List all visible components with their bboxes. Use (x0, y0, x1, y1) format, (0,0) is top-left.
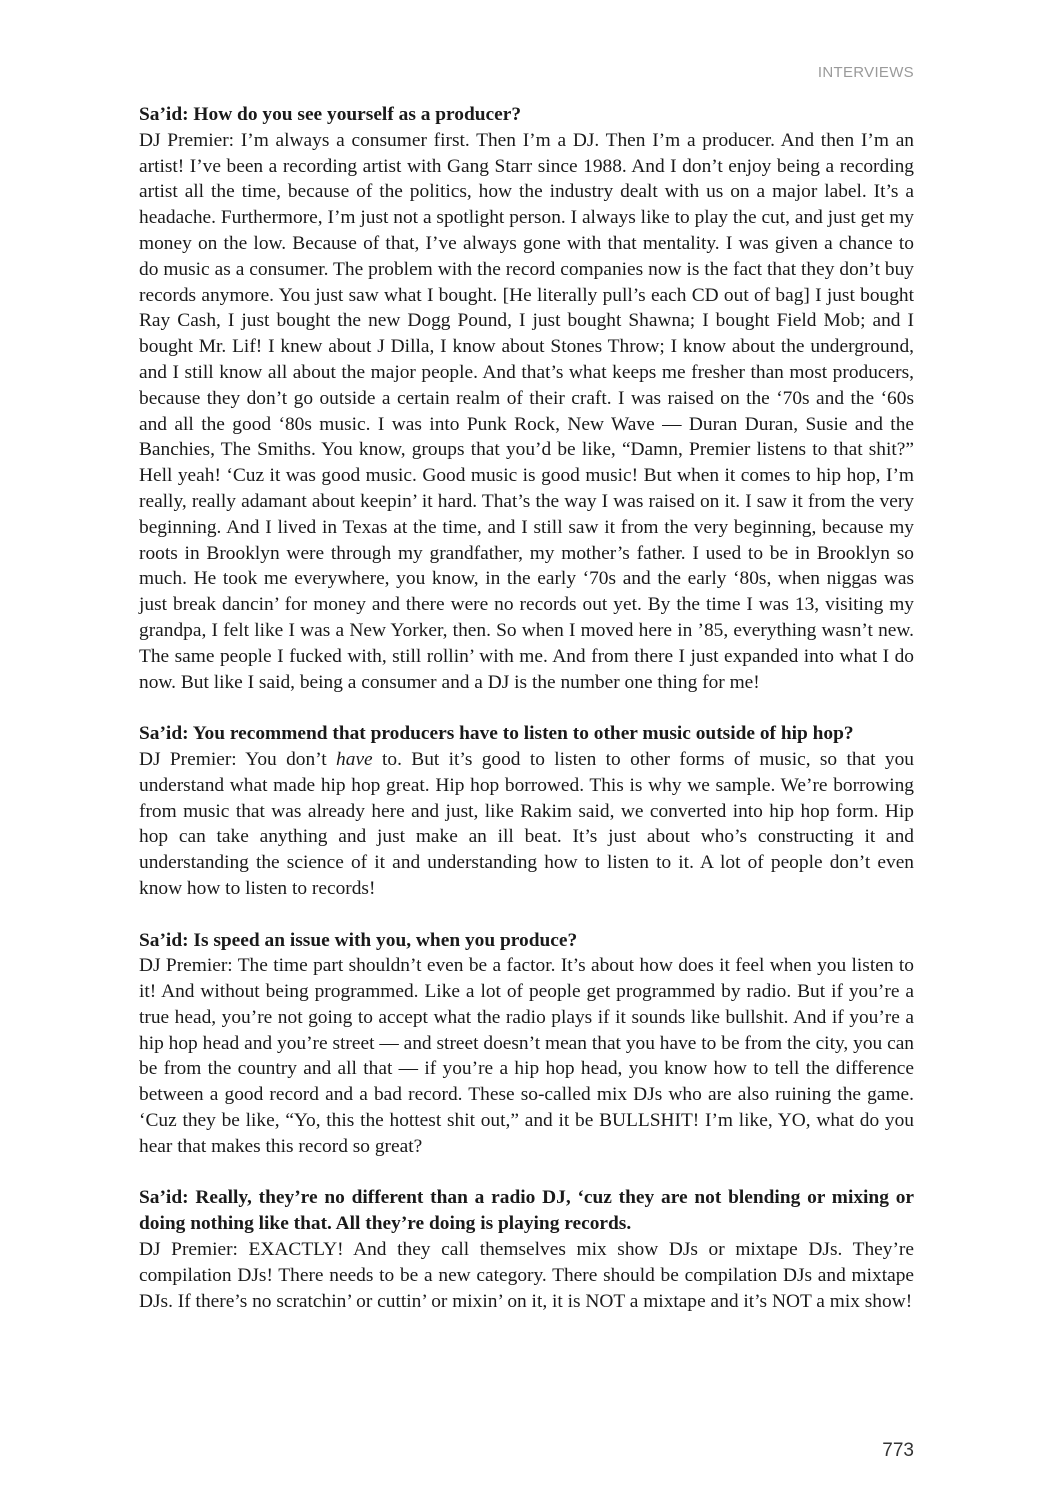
answer-text: DJ Premier: You don’t (139, 748, 337, 770)
interview-answer (139, 747, 914, 902)
interview-question: Sa’id: Is speed an issue with you, when you produce? (139, 929, 578, 951)
qa-block (139, 928, 914, 1160)
qa-block (139, 721, 914, 902)
interview-body (139, 102, 914, 1340)
running-head: INTERVIEWS (817, 64, 914, 81)
interview-question: Sa’id: You recommend that producers have to listen to other music outside of hip hop? (139, 723, 854, 745)
qa-block (139, 1185, 914, 1314)
interview-question: Sa’id: Really, they’re no different than a radio DJ, ‘cuz they are not blending or mixing or doing nothing like that. All they’re doing is playing records. (139, 1187, 914, 1235)
emphasized-word: have (336, 748, 373, 770)
answer-text: to. But it’s good to listen to other forms of music, so that you understand what made hip hop great. Hip hop borrowed. This is why we sample. We’re borrowing from music that was already here and just, like Rakim said, we converted into hip hop form. Hip hop can take anything and just make an ill beat. It’s just about who’s constructing it and understanding the science of it and understanding how to listen to it. A lot of people don’t even know how to listen to records! (139, 748, 914, 899)
qa-block (139, 102, 914, 695)
interview-answer: DJ Premier: I’m always a consumer first. Then I’m a DJ. Then I’m a producer. And then I’m an artist! I’ve been a recording artist with Gang Starr since 1988. And I don’t enjoy being a recording artist all the time, because of the politics, how the industry dealt with us on a major label. It’s a headache. Furthermore, I’m just not a spotlight person. I always like to play the cut, and just get my money on the low. Because of that, I’ve always gone with that mentality. I was given a chance to do music as a consumer. The problem with the record companies now is the fact that they don’t buy records anymore. You just saw what I bought. [He literally pull’s each CD out of bag] I just bought Ray Cash, I just bought the new Dogg Pound, I just bought Shawna; I bought Field Mob; and I bought Mr. Lif! I knew about J Dilla, I know about Stones Throw; I know about the underground, and I still know all about the major people. And that’s what keeps me fresher than most producers, because they don’t go outside a certain realm of their craft. I was raised on the ‘70s and the ‘60s and all the good ‘80s music. I was into Punk Rock, New Wave — Duran Duran, Susie and the Banchies, The Smiths. You know, groups that you’d be like, “Damn, Premier listens to that shit?” Hell yeah! ‘Cuz it was good music. Good music is good music! But when it comes to hip hop, I’m really, really adamant about keepin’ it hard. That’s the way I was raised on it. I saw it from the very beginning. And I lived in Texas at the time, and I still saw it from the very beginning, because my roots in Brooklyn were through my grandfather, my mother’s father. I used to be in Brooklyn so much. He took me everywhere, you know, in the early ‘70s and the early ‘80s, when niggas was just break dancin’ for money and there were no records out yet. By the time I was 13, visiting my grandpa, I felt like I was a New Yorker, then. So when I moved here in ’85, everything wasn’t new. The same people I fucked with, still rollin’ with me. And from there I just expanded into what I do now. But like I said, being a consumer and a DJ is the number one thing for me! (139, 129, 914, 693)
page-number: 773 (882, 1440, 914, 1461)
interview-answer: DJ Premier: The time part shouldn’t even be a factor. It’s about how does it feel when you listen to it! And without being programmed. Like a lot of people get programmed by radio. But if you’re a true head, you’re not going to accept what the radio plays if it sounds like bullshit. And if you’re a hip hop head and you’re street — and street doesn’t mean that you have to be from the city, you can be from the country and all that — if you’re a hip hop head, you know how to tell the difference between a good record and a bad record. These so-called mix DJs who are also ruining the game. ‘Cuz they be like, “Yo, this the hottest shit out,” and it be BULLSHIT! I’m like, YO, what do you hear that makes this record so great? (139, 955, 914, 1157)
interview-answer: DJ Premier: EXACTLY! And they call themselves mix show DJs or mixtape DJs. They’re compilation DJs! There needs to be a new category. There should be compilation DJs and mixtape DJs. If there’s no scratchin’ or cuttin’ or mixin’ on it, it is NOT a mixtape and it’s NOT a mix show! (139, 1239, 914, 1312)
interview-question: Sa’id: How do you see yourself as a producer? (139, 104, 522, 125)
